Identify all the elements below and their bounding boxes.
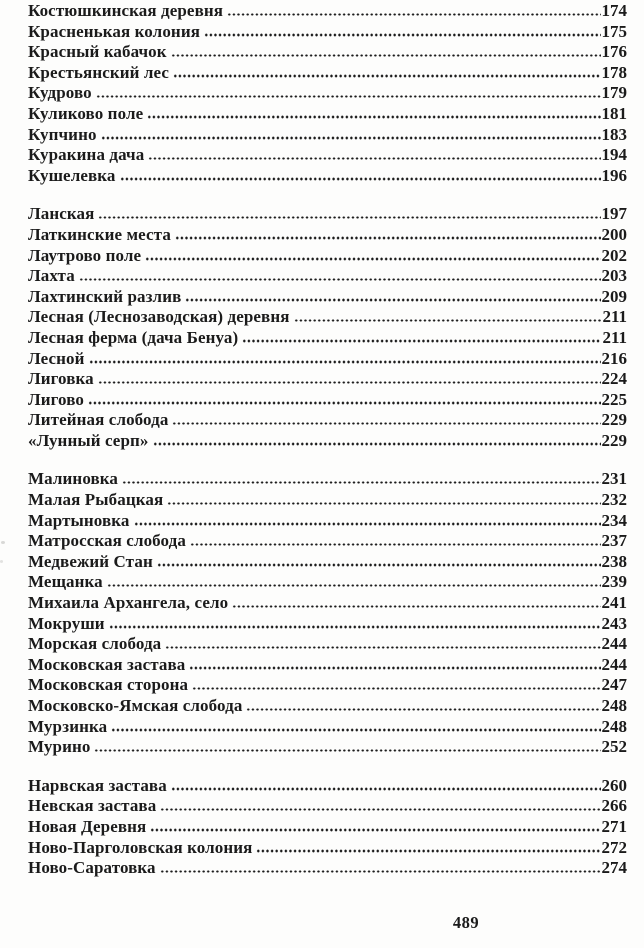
toc-entry-title: Ново-Саратовка <box>28 858 156 878</box>
dot-leader <box>122 481 600 485</box>
toc-entry <box>28 469 627 490</box>
dot-leader <box>204 33 600 37</box>
toc-entry-page: 248 <box>601 716 627 736</box>
toc-entry <box>28 531 627 552</box>
scan-artifact <box>1 541 5 544</box>
toc-entry <box>28 593 627 614</box>
toc-entry-title: Литейная слобода <box>28 410 169 430</box>
toc-entry <box>28 287 627 308</box>
dot-leader <box>89 360 601 364</box>
dot-leader <box>150 828 600 832</box>
toc-entry-page: 234 <box>601 510 627 530</box>
toc-entry-page: 178 <box>601 62 627 82</box>
toc-entry-title: Лесной <box>28 348 85 368</box>
dot-leader <box>232 605 600 609</box>
dot-leader <box>79 278 601 282</box>
toc-entry <box>28 552 627 573</box>
toc-section <box>28 776 627 879</box>
toc-entry-page: 194 <box>601 145 627 165</box>
toc-entry-page: 225 <box>601 389 627 409</box>
toc-entry <box>28 166 627 187</box>
toc-entry <box>28 511 627 532</box>
toc-entry-page: 183 <box>601 124 627 144</box>
dot-leader <box>98 381 601 385</box>
toc-entry <box>28 838 627 859</box>
toc-entry <box>28 614 627 635</box>
toc-entry-page: 241 <box>601 593 627 613</box>
dot-leader <box>88 401 601 405</box>
toc-entry <box>28 125 627 146</box>
dot-leader <box>94 749 600 753</box>
toc-entry <box>28 737 627 758</box>
dot-leader <box>171 787 601 791</box>
toc-entry <box>28 696 627 717</box>
dot-leader <box>172 422 600 426</box>
toc-entry-page: 174 <box>601 1 627 20</box>
toc-entry-title: Мартыновка <box>28 510 130 530</box>
toc-entry-title: Лахтинский разлив <box>28 286 182 306</box>
toc-section <box>28 1 627 186</box>
dot-leader <box>160 808 600 812</box>
toc-entry-title: Ланская <box>28 204 95 224</box>
toc-entry-page: 274 <box>601 858 627 878</box>
dot-leader <box>157 563 601 567</box>
toc-entry <box>28 225 627 246</box>
toc-entry-title: «Лунный серп» <box>28 430 149 450</box>
toc-entry-title: Мокруши <box>28 613 105 633</box>
toc-entry <box>28 490 627 511</box>
toc-entry <box>28 431 627 452</box>
toc-entry-page: 266 <box>601 796 627 816</box>
toc-entry-title: Мещанка <box>28 572 103 592</box>
dot-leader <box>96 95 601 99</box>
toc-entry-title: Медвежий Стан <box>28 551 153 571</box>
toc-entry-page: 239 <box>601 572 627 592</box>
toc-entry-page: 211 <box>602 327 627 347</box>
toc-entry-page: 231 <box>601 469 627 489</box>
toc-entry-title: Лиговка <box>28 369 94 389</box>
toc-entry-title: Московская застава <box>28 654 186 674</box>
dot-leader <box>101 136 601 140</box>
toc-entry-title: Невская застава <box>28 796 157 816</box>
toc-entry-page: 175 <box>601 21 627 41</box>
dot-leader <box>242 339 601 343</box>
toc-entry-title: Кудрово <box>28 83 92 103</box>
toc-entry-title: Мурзинка <box>28 716 108 736</box>
toc-entry-title: Лесная ферма (дача Бенуа) <box>28 327 239 347</box>
toc-entry <box>28 675 627 696</box>
toc-entry-title: Лаутрово поле <box>28 245 142 265</box>
dot-leader <box>173 74 600 78</box>
toc-entry-title: Мурино <box>28 737 91 757</box>
dot-leader <box>189 666 600 670</box>
toc-entry-page: 260 <box>601 775 627 795</box>
toc-entry <box>28 1 627 22</box>
dot-leader <box>111 728 600 732</box>
toc-entry-title: Лесная (Леснозаводская) деревня <box>28 307 290 327</box>
dot-leader <box>171 54 601 58</box>
toc-entry-page: 252 <box>601 737 627 757</box>
toc-entry <box>28 63 627 84</box>
toc-entry-title: Красный кабачок <box>28 42 167 62</box>
toc-entry-page: 196 <box>601 165 627 185</box>
dot-leader <box>147 115 600 119</box>
dot-leader <box>109 625 601 629</box>
toc-entry-title: Малиновка <box>28 469 119 489</box>
dot-leader <box>246 708 600 712</box>
toc-entry <box>28 328 627 349</box>
toc-entry-title: Купчино <box>28 124 97 144</box>
toc-entry-title: Куликово поле <box>28 103 144 123</box>
toc-entry-title: Ново-Парголовская колония <box>28 837 253 857</box>
toc-entry-page: 211 <box>602 307 627 327</box>
toc-entry-page: 209 <box>601 286 627 306</box>
toc-entry-page: 244 <box>601 634 627 654</box>
dot-leader <box>165 646 600 650</box>
toc-entry-page: 247 <box>601 675 627 695</box>
toc-entry-page: 232 <box>601 490 627 510</box>
toc-entry <box>28 572 627 593</box>
dot-leader <box>190 543 601 547</box>
toc-entry-title: Матросская слобода <box>28 531 186 551</box>
dot-leader <box>175 236 601 240</box>
toc-entry-page: 179 <box>601 83 627 103</box>
toc-entry-page: 229 <box>601 430 627 450</box>
toc-entry <box>28 104 627 125</box>
toc-entry-title: Морская слобода <box>28 634 162 654</box>
toc-entry <box>28 817 627 838</box>
toc-section <box>28 469 627 757</box>
toc-entry-page: 243 <box>601 613 627 633</box>
dot-leader <box>145 257 600 261</box>
toc-entry-page: 203 <box>601 266 627 286</box>
dot-leader <box>120 177 601 181</box>
toc-entry-page: 244 <box>601 654 627 674</box>
toc-entry <box>28 390 627 411</box>
toc-entry <box>28 776 627 797</box>
toc-entry-page: 181 <box>601 103 627 123</box>
toc-entry-title: Кушелевка <box>28 165 116 185</box>
toc-entry-title: Крестьянский лес <box>28 62 170 82</box>
toc-entry-title: Куракина дача <box>28 145 145 165</box>
toc-entry-title: Костюшкинская деревня <box>28 1 224 20</box>
toc-entry <box>28 307 627 328</box>
toc-entry <box>28 266 627 287</box>
toc-entry <box>28 369 627 390</box>
toc-entry-title: Михаила Архангела, село <box>28 593 229 613</box>
toc-entry <box>28 349 627 370</box>
toc-entry <box>28 83 627 104</box>
toc-entry-page: 200 <box>601 224 627 244</box>
scan-artifact <box>0 560 3 563</box>
toc-entry-page: 238 <box>601 551 627 571</box>
toc-entry-title: Лахта <box>28 266 75 286</box>
toc-entry-page: 271 <box>601 816 627 836</box>
dot-leader <box>167 502 600 506</box>
toc-entry <box>28 22 627 43</box>
toc-entry <box>28 204 627 225</box>
toc-entry <box>28 42 627 63</box>
toc-entry-title: Латкинские места <box>28 224 171 244</box>
toc-entry-title: Московско-Ямская слобода <box>28 696 243 715</box>
toc-entry <box>28 796 627 817</box>
toc-entry-page: 272 <box>601 837 627 857</box>
toc-entry <box>28 145 627 166</box>
toc-entry <box>28 246 627 267</box>
toc-entry <box>28 634 627 655</box>
toc-entry-title: Красненькая колония <box>28 21 201 41</box>
toc-entry-title: Нарвская застава <box>28 775 167 795</box>
dot-leader <box>294 319 602 323</box>
toc-entry-title: Малая Рыбацкая <box>28 490 164 510</box>
toc-entry <box>28 655 627 676</box>
toc-entry-page: 202 <box>601 245 627 265</box>
toc-entry <box>28 717 627 738</box>
toc-entry-title: Московская сторона <box>28 675 189 695</box>
toc-entry-page: 248 <box>601 696 627 715</box>
toc-entry-page: 229 <box>601 410 627 430</box>
toc-section <box>28 204 627 451</box>
dot-leader <box>98 216 600 220</box>
toc-entry-page: 216 <box>601 348 627 368</box>
dot-leader <box>160 870 601 874</box>
toc-entry-page: 237 <box>601 531 627 551</box>
dot-leader <box>192 687 600 691</box>
toc-entry-page: 176 <box>601 42 627 62</box>
toc-entry-page: 197 <box>601 204 627 224</box>
dot-leader <box>227 13 600 17</box>
dot-leader <box>256 849 600 853</box>
dot-leader <box>148 157 600 161</box>
dot-leader <box>153 442 601 446</box>
dot-leader <box>134 522 601 526</box>
toc-entry <box>28 858 627 879</box>
dot-leader <box>107 584 601 588</box>
toc-entry-title: Лигово <box>28 389 84 409</box>
page-number: 489 <box>452 913 480 932</box>
dot-leader <box>185 298 600 302</box>
toc-entry-page: 224 <box>601 369 627 389</box>
toc-entry <box>28 410 627 431</box>
toc-entry-title: Новая Деревня <box>28 816 147 836</box>
